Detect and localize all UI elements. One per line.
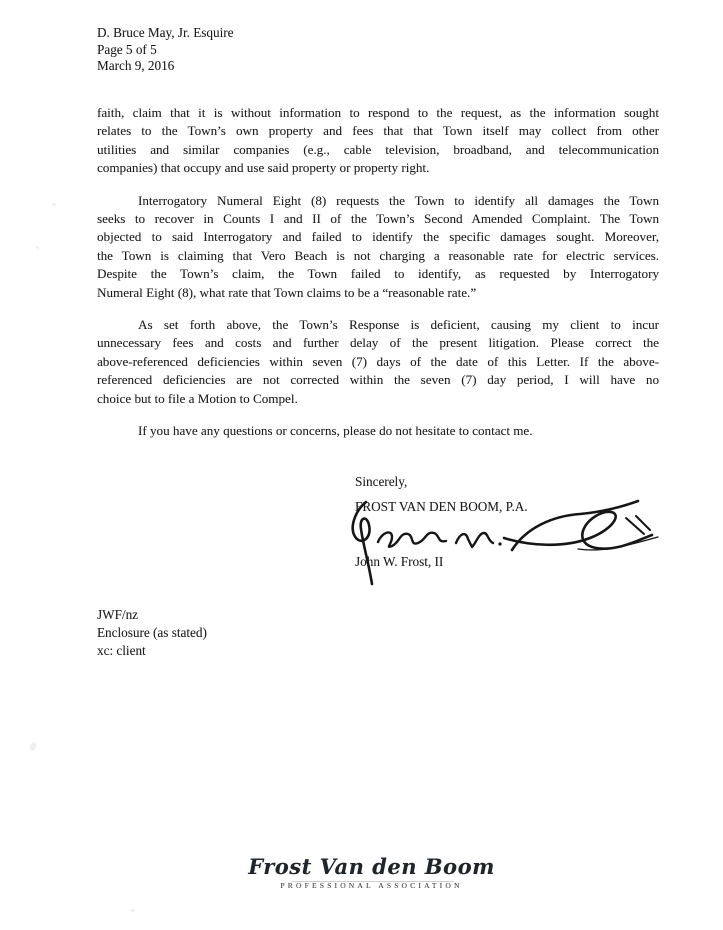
paragraph — [97, 316, 659, 408]
paragraph — [97, 192, 659, 302]
handwritten-signature — [332, 492, 662, 590]
reference-block — [97, 606, 207, 659]
body-line: choice but to file a Motion to Compel. — [97, 390, 298, 406]
body-line: As set forth above, the Town’s Response is deficient, causing my client to incur — [138, 317, 659, 333]
scan-speck — [36, 246, 39, 249]
body-line: seeks to recover in Counts I and II of the Town’s Second Amended Complaint. The Town — [97, 211, 659, 227]
body-line: companies) that occupy and use said property or property right. — [97, 160, 430, 176]
scan-speck — [52, 203, 56, 206]
recipient-name: D. Bruce May, Jr. Esquire — [97, 25, 234, 40]
valediction: Sincerely, — [355, 474, 408, 489]
footer-subtitle: PROFESSIONAL ASSOCIATION — [280, 881, 463, 890]
firm-name-typed: FROST VAN DEN BOOM, P.A. — [355, 499, 528, 514]
paragraph — [97, 422, 659, 440]
paragraph — [97, 104, 659, 178]
typist-initials: JWF/nz — [97, 607, 139, 622]
body-line: unnecessary fees and costs and further delay of the present litigation. Please correct the — [97, 335, 659, 351]
signer-name-typed: John W. Frost, II — [355, 554, 444, 569]
scan-speck — [29, 741, 38, 752]
body-line: referenced deficiencies are not corrected within the seven (7) day period, I will have no — [97, 372, 659, 388]
body-line: faith, claim that it is without information to respond to the request, as the information sought — [97, 105, 659, 120]
footer-firm-name: Frost Van den Boom — [248, 854, 495, 879]
body-line: above-referenced deficiencies within seven (7) days of the date of this Letter. If the above- — [97, 353, 659, 369]
letter-body — [97, 104, 659, 455]
body-line: objected to said Interrogatory and failed to identify the specific damages sought. Moreover, — [97, 229, 659, 245]
scan-speck — [130, 909, 135, 912]
body-line: Despite the Town’s claim, the Town failed to identify, as requested by Interrogatory — [97, 266, 659, 282]
letter-header — [97, 25, 233, 75]
letter-date: March 9, 2016 — [97, 58, 175, 74]
page-number: Page 5 of 5 — [97, 41, 157, 57]
body-line: the Town is claiming that Vero Beach is not charging a reasonable rate for electric services. — [97, 247, 659, 263]
enclosure-note: Enclosure (as stated) — [97, 624, 207, 640]
body-line: If you have any questions or concerns, please do not hesitate to contact me. — [138, 423, 533, 439]
body-line: Numeral Eight (8), what rate that Town claims to be a “reasonable rate.” — [97, 284, 477, 300]
body-line: relates to the Town’s own property and fees that that Town itself may collect from other — [97, 123, 659, 139]
body-line: Interrogatory Numeral Eight (8) requests the Town to identify all damages the Town — [138, 192, 659, 208]
body-line: utilities and similar companies (e.g., cable television, broadband, and telecommunication — [97, 141, 659, 157]
copy-note: xc: client — [97, 642, 146, 658]
